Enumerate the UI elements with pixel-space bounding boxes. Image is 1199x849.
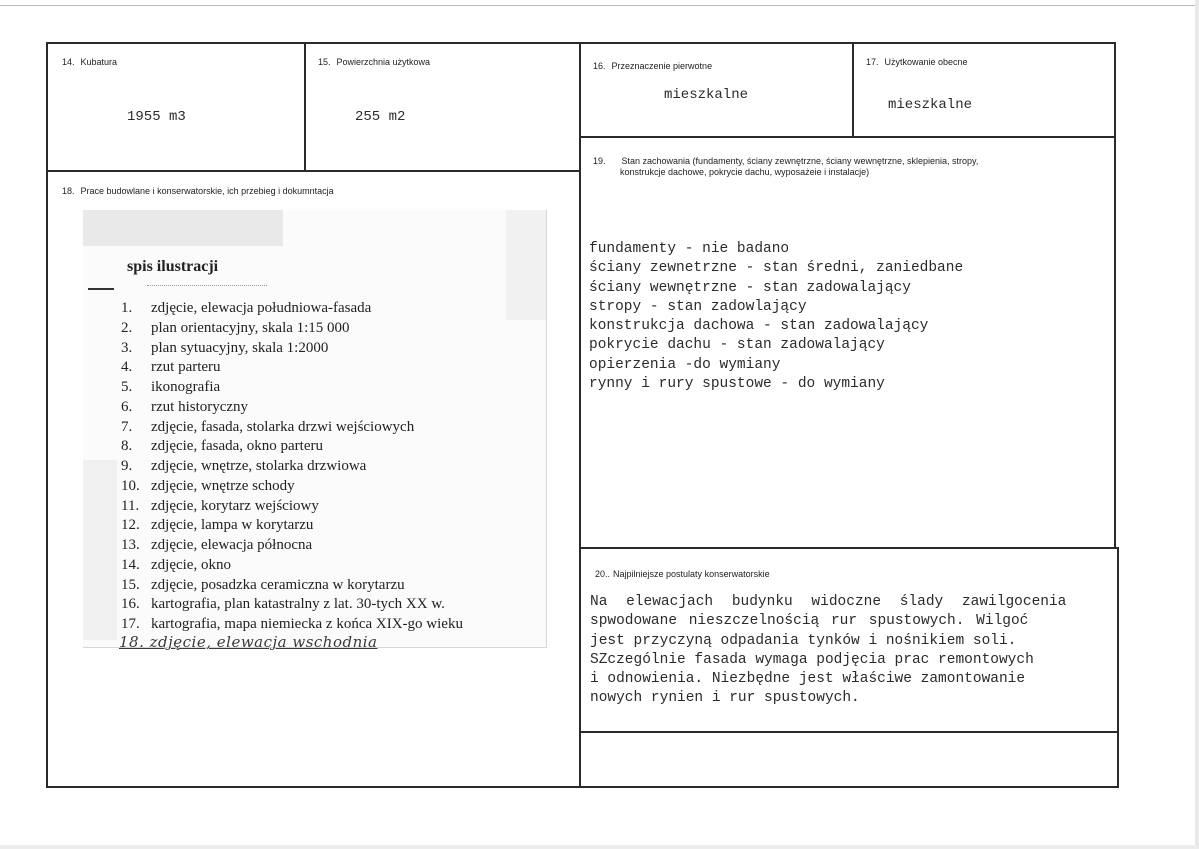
stan-label-line1: Stan zachowania (fundamenty, ściany zewnętrzne, ściany wewnętrzne, sklepienia, stropy, (621, 156, 979, 166)
postulaty-number: 20.. (595, 569, 611, 579)
row-divider-left (46, 170, 581, 172)
list-item: 12. zdjęcie, lampa w korytarzu (121, 517, 314, 534)
ilustracje-list (121, 299, 463, 635)
list-item: 3. plan sytuacyjny, skala 1:2000 (121, 339, 329, 356)
prace-number: 18. (62, 186, 75, 196)
frame-top (46, 42, 1116, 44)
postulaty-line: jest przyczyną odpadania tynków i nośnikiem soli. (590, 632, 1017, 649)
scan-shadow (83, 460, 117, 640)
list-item: 8. zdjęcie, fasada, okno parteru (121, 438, 323, 455)
postulaty-line: i odnowienia. Niezbędne jest właściwe zamontowanie (590, 671, 1026, 688)
stan-line: rynny i rury spustowe - do wymiany (589, 376, 885, 393)
pen-mark (147, 285, 267, 286)
przeznaczenie-value: mieszkalne (664, 87, 749, 103)
list-item: 5. ikonografia (121, 379, 221, 395)
box-20-bottom (580, 731, 1119, 733)
powierzchnia-label (318, 57, 430, 68)
kubatura-label (62, 57, 117, 68)
list-item: 10. zdjęcie, wnętrze schody (121, 477, 295, 494)
stan-line: opierzenia -do wymiany (589, 356, 781, 373)
ilustracje-title: spis ilustracji (127, 258, 219, 275)
list-item: 16. kartografia, plan katastralny z lat. 30-tych XX w. (121, 596, 445, 613)
stan-line: ściany zewnetrzne - stan średni, zaniedbane (589, 260, 964, 277)
stan-label-line2: konstrukcje dachowe, pokrycie dachu, wyposażeie i instalacje) (620, 167, 870, 177)
list-item: 14. zdjęcie, okno (121, 556, 231, 573)
scan-shadow (506, 210, 546, 320)
scan-bottom-edge (0, 845, 1199, 849)
stan-number: 19. (593, 156, 606, 166)
stan-line: pokrycie dachu - stan zadowalający (589, 337, 885, 354)
stan-line: stropy - stan zadowlający (589, 298, 807, 315)
frame-left (46, 42, 48, 788)
list-item: 11. zdjęcie, korytarz wejściowy (121, 497, 319, 514)
list-item: 1. zdjęcie, elewacja południowa-fasada (121, 300, 372, 316)
postulaty-line: nowych rynien i rur spustowych. (590, 690, 860, 707)
postulaty-line: SZczególnie fasada wymaga podjęcia prac remontowych (590, 651, 1034, 668)
postulaty-label-text: Najpilniejsze postulaty konserwatorskie (613, 569, 770, 579)
frame-right-upper (1114, 42, 1116, 548)
powierzchnia-label-text: Powierzchnia użytkowa (336, 57, 431, 67)
stan-line: ściany wewnętrzne - stan zadowalający (589, 279, 911, 296)
list-item: 2. plan orientacyjny, skala 1:15 000 (121, 319, 350, 336)
pen-mark (88, 288, 114, 290)
przeznaczenie-label (593, 61, 712, 72)
divider-14-15 (304, 42, 306, 171)
uzytkowanie-number: 17. (866, 57, 879, 67)
postulaty-label (595, 569, 770, 580)
list-item: 4. rzut parteru (121, 359, 221, 376)
prace-label (62, 186, 334, 197)
stan-label (593, 156, 1108, 178)
row-divider-right-bottom (580, 547, 1119, 549)
divider-main (579, 42, 581, 788)
frame-right-lower (1117, 547, 1119, 788)
stan-text (589, 240, 963, 394)
kubatura-value: 1955 m3 (127, 109, 186, 125)
postulaty-text (590, 593, 1066, 709)
stan-line: fundamenty - nie badano (589, 241, 790, 257)
list-item: 17. kartografia, mapa niemiecka z końca XIX-go wieku (121, 616, 463, 632)
divider-16-17 (852, 42, 854, 138)
przeznaczenie-number: 16. (593, 61, 606, 71)
postulaty-line: spwodowane nieszczelnością rur spustowych. Wilgoć (590, 613, 1029, 630)
list-item: 15. zdjęcie, posadzka ceramiczna w korytarzu (121, 576, 405, 593)
scan-shadow (83, 210, 283, 246)
stan-line: konstrukcja dachowa - stan zadowalający (589, 318, 929, 335)
uzytkowanie-label-text: Użytkowanie obecne (884, 57, 968, 67)
przeznaczenie-label-text: Przeznaczenie pierwotne (611, 61, 713, 71)
scan-top-edge (0, 5, 1199, 6)
list-item: 13. zdjęcie, elewacja północna (121, 537, 313, 553)
list-item: 9. zdjęcie, wnętrze, stolarka drzwiowa (121, 458, 367, 474)
powierzchnia-value: 255 m2 (355, 109, 406, 125)
handwritten-list-item: 18. zdjęcie, elewacja wschodnia (119, 633, 378, 651)
list-item: 7. zdjęcie, fasada, stolarka drzwi wejściowych (121, 418, 415, 435)
kubatura-label-text: Kubatura (80, 57, 118, 67)
prace-label-text: Prace budowlane i konserwatorskie, ich przebieg i dokumntacja (80, 186, 334, 196)
scan-right-edge (1195, 0, 1199, 849)
powierzchnia-number: 15. (318, 57, 331, 67)
row-divider-right-top (580, 136, 1116, 138)
list-item: 6. rzut historyczny (121, 398, 249, 415)
kubatura-number: 14. (62, 57, 75, 67)
frame-bottom (46, 786, 1119, 788)
uzytkowanie-value: mieszkalne (888, 97, 973, 113)
postulaty-line: Na elewacjach budynku widoczne ślady zawilgocenia (590, 594, 1067, 610)
uzytkowanie-label (866, 57, 968, 68)
